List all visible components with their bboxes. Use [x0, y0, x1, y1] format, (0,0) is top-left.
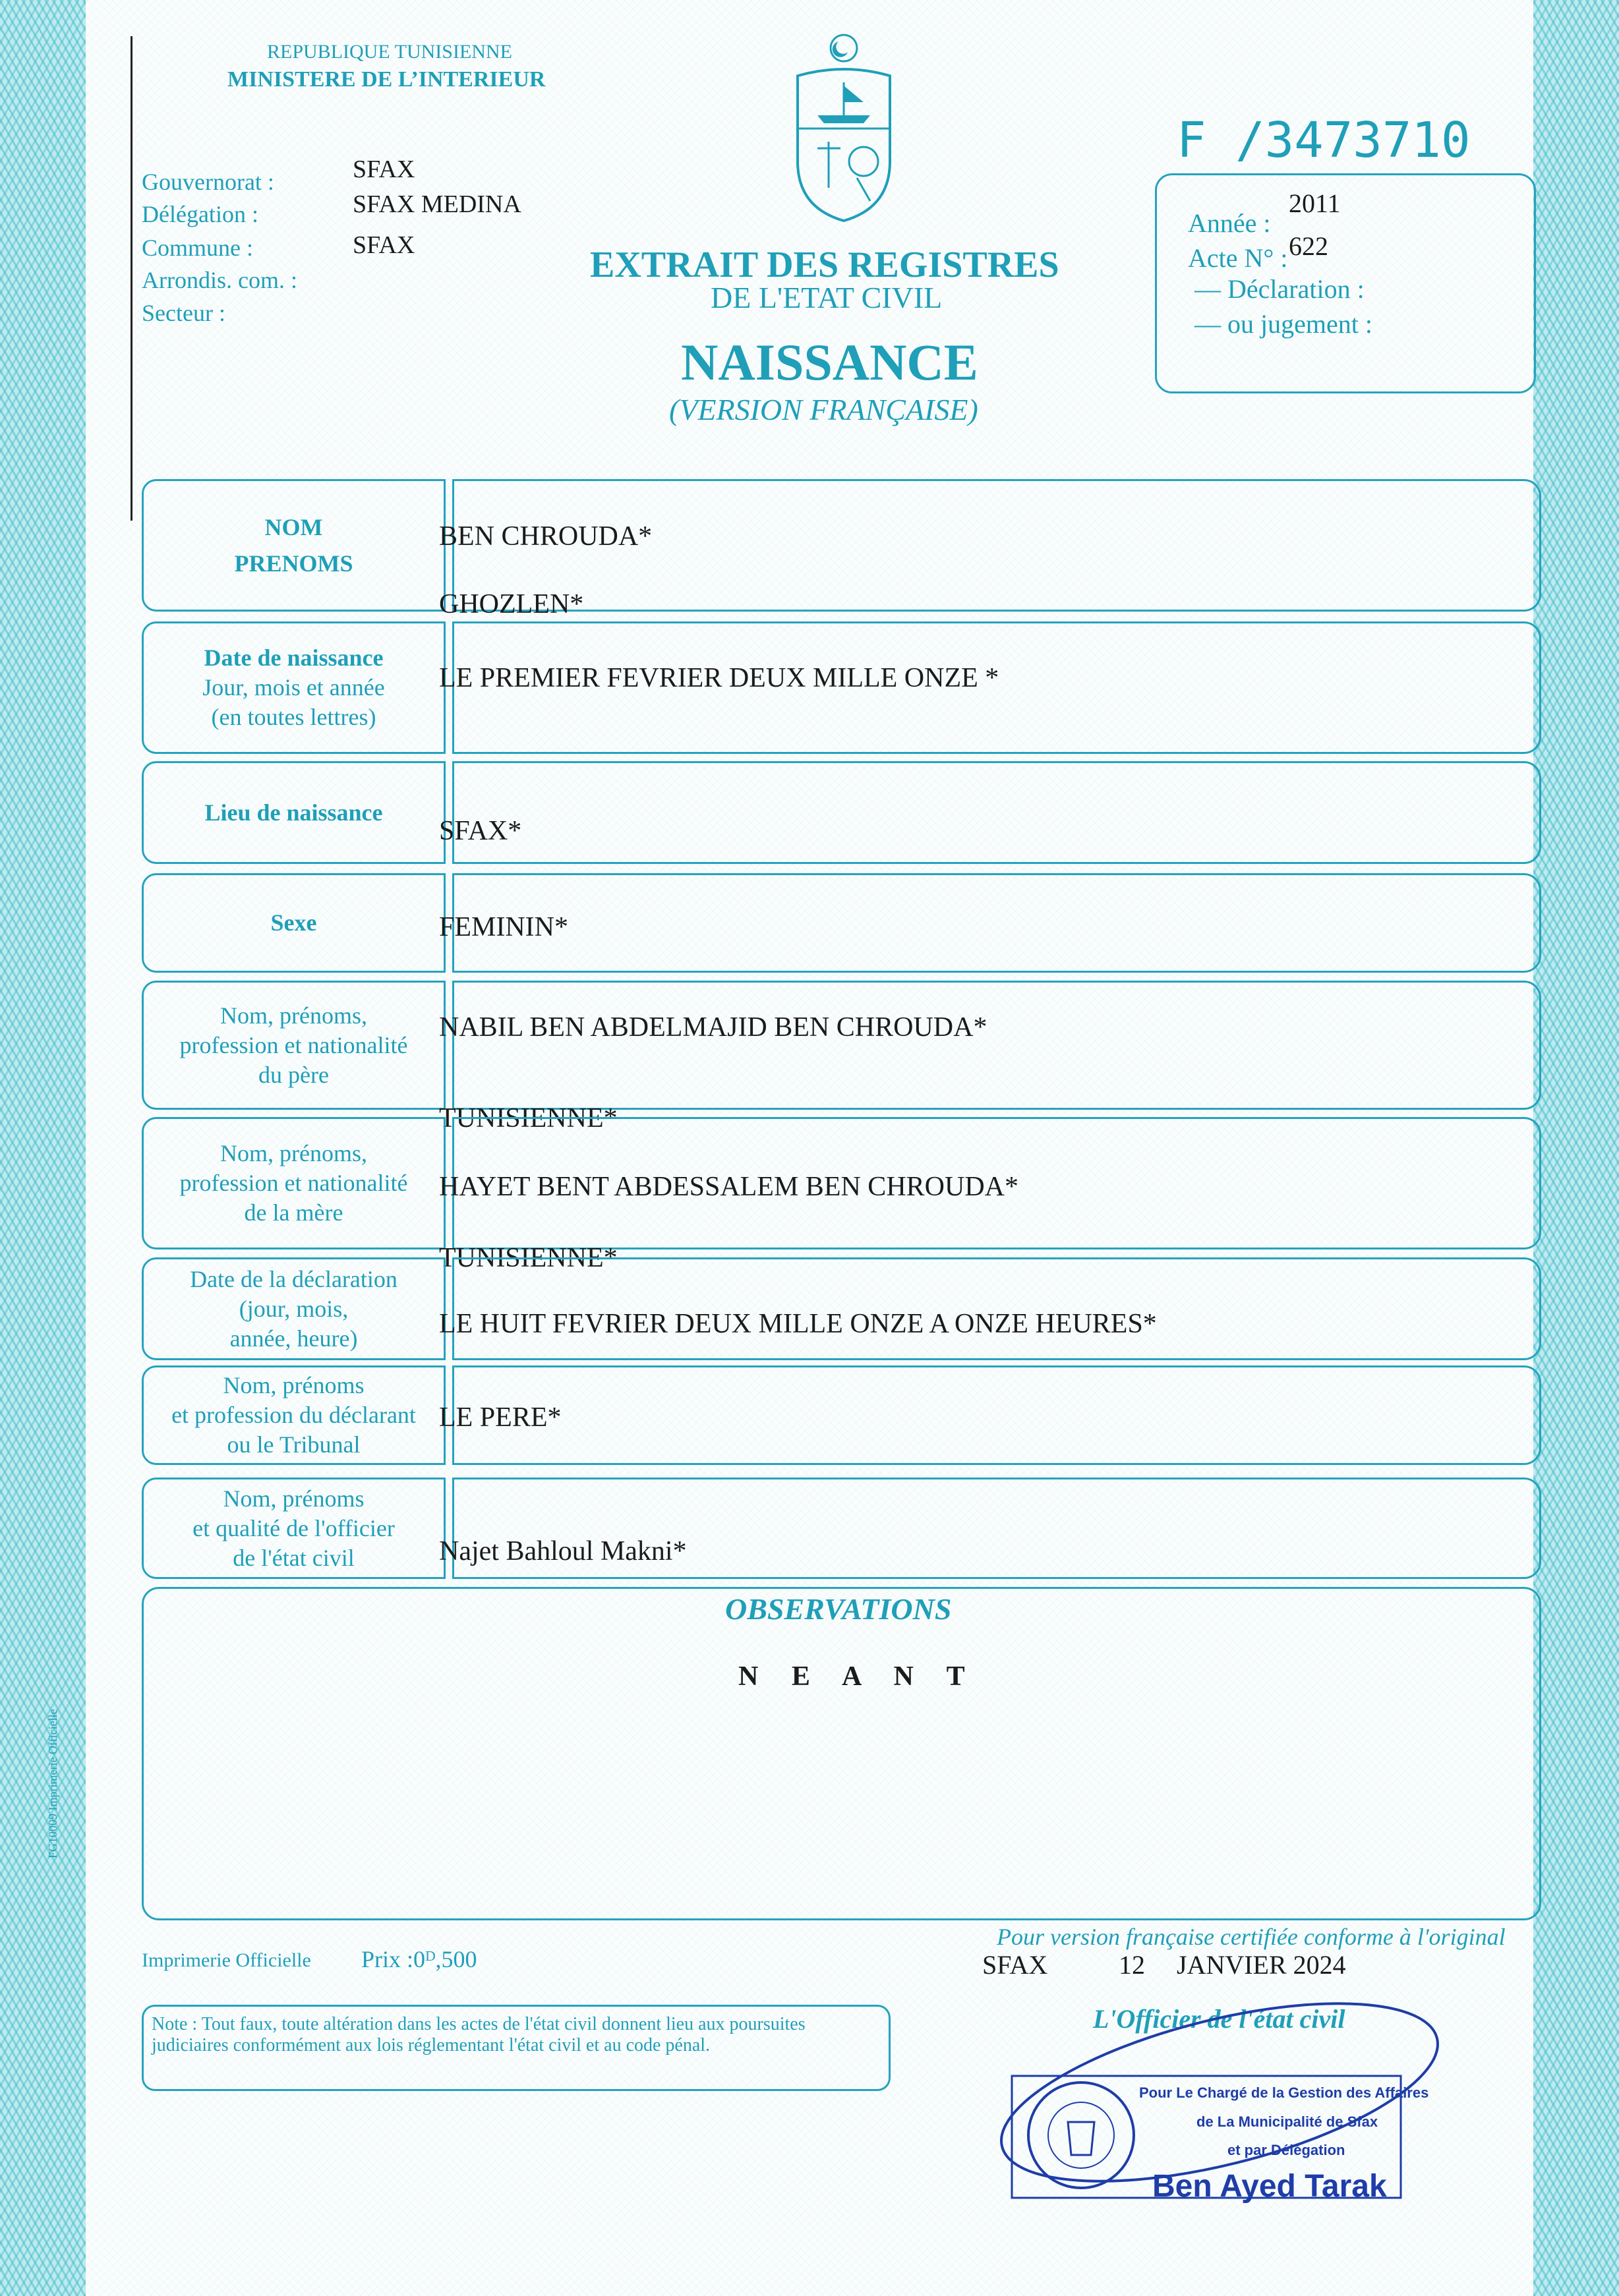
declaration-date-value: LE HUIT FEVRIER DEUX MILLE ONZE A ONZE HEURES* — [439, 1309, 1157, 1339]
sexe-value: FEMININ* — [439, 912, 568, 942]
pere-name-value: NABIL BEN ABDELMAJID BEN CHROUDA* — [439, 1012, 987, 1043]
title-line2: DE L'ETAT CIVIL — [711, 281, 943, 314]
ministry-label: MINISTERE DE L’INTERIEUR — [227, 67, 546, 92]
pere-value-cell — [452, 981, 1541, 1110]
republic-label: REPUBLIQUE TUNISIENNE — [267, 41, 512, 63]
acte-label: Acte N° : — [1188, 243, 1288, 273]
lieu-label: Lieu de naissance — [204, 799, 383, 826]
commune-value: SFAX — [353, 231, 415, 259]
title-main: NAISSANCE — [681, 333, 978, 391]
pere-nationality-value: TUNISIENNE* — [439, 1103, 618, 1134]
lieu-value: SFAX* — [439, 816, 522, 846]
price-label: Prix :0ᴰ,500 — [361, 1946, 477, 1972]
title-version: (VERSION FRANÇAISE) — [669, 393, 978, 426]
declarant-value-cell — [452, 1365, 1541, 1465]
nom-label-cell — [142, 479, 446, 612]
date-naissance-sublabel: Jour, mois et année — [202, 674, 385, 701]
stamp-line1: Pour Le Chargé de la Gestion des Affaires — [1139, 2084, 1429, 2101]
nom-label: NOM — [264, 513, 323, 540]
officier-label1: Nom, prénoms — [223, 1485, 365, 1512]
security-border-left — [0, 0, 86, 2296]
pere-label2: profession et nationalité — [179, 1031, 408, 1058]
officer-title: L'Officier de l'état civil — [1093, 2004, 1345, 2034]
mere-label-cell — [142, 1117, 446, 1249]
declaration-date-label-cell — [142, 1257, 446, 1360]
prenoms-label: PRENOMS — [234, 550, 353, 577]
declarant-value: LE PERE* — [439, 1402, 562, 1433]
pere-label-cell — [142, 981, 446, 1110]
header-rule — [131, 36, 132, 521]
mere-label3: de la mère — [244, 1199, 343, 1226]
lieu-value-cell — [452, 761, 1541, 864]
mere-label2: profession et nationalité — [179, 1170, 408, 1196]
gouvernorat-label: Gouvernorat : — [142, 169, 274, 195]
delegation-label: Délégation : — [142, 201, 258, 227]
declarant-label-cell — [142, 1365, 446, 1465]
date-naissance-label: Date de naissance — [204, 645, 384, 671]
declaration-date-label1: Date de la déclaration — [190, 1265, 397, 1292]
annee-value: 2011 — [1289, 188, 1341, 218]
prenoms-value: GHOZLEN* — [439, 589, 584, 619]
secteur-label: Secteur : — [142, 300, 225, 326]
lieu-label-cell — [142, 761, 446, 864]
mere-label1: Nom, prénoms, — [220, 1140, 367, 1166]
annee-label: Année : — [1188, 208, 1271, 238]
nom-value: BEN CHROUDA* — [439, 521, 653, 552]
jugement-label: — ou jugement : — [1194, 309, 1372, 339]
date-naissance-sublabel2: (en toutes lettres) — [211, 704, 376, 730]
acte-value: 622 — [1289, 231, 1328, 261]
place-value: SFAX — [982, 1950, 1048, 1980]
mere-name-value: HAYET BENT ABDESSALEM BEN CHROUDA* — [439, 1172, 1018, 1202]
sexe-label: Sexe — [270, 909, 317, 936]
imprimerie-label: Imprimerie Officielle — [142, 1949, 311, 1971]
pere-label1: Nom, prénoms, — [220, 1002, 367, 1029]
stamp-name: Ben Ayed Tarak — [1152, 2169, 1387, 2204]
commune-label: Commune : — [142, 235, 253, 261]
sexe-value-cell — [452, 873, 1541, 973]
security-border-right — [1533, 0, 1619, 2296]
declaration-label: — Déclaration : — [1194, 274, 1365, 304]
officier-label-cell — [142, 1478, 446, 1579]
date-naissance-value: LE PREMIER FEVRIER DEUX MILLE ONZE * — [439, 663, 999, 693]
title-line1: EXTRAIT DES REGISTRES — [590, 244, 1059, 285]
officier-value: Najet Bahloul Makni* — [439, 1536, 687, 1566]
arrondis-label: Arrondis. com. : — [142, 267, 297, 293]
note-text: Note : Tout faux, toute altération dans les actes de l'état civil donnent lieu aux poursuites judiciaires conformément aux lois réglementant l'état civil et au code pénal. — [152, 2014, 806, 2056]
day-value: 12 — [1119, 1950, 1145, 1980]
coat-of-arms-icon — [778, 30, 910, 227]
serial-number: F /3473710 — [1177, 112, 1471, 169]
observations-box — [142, 1587, 1541, 1920]
declarant-label2: et profession du déclarant — [171, 1402, 416, 1428]
pere-label3: du père — [258, 1061, 329, 1088]
delegation-value: SFAX MEDINA — [353, 190, 521, 218]
declaration-date-label2: (jour, mois, — [239, 1295, 349, 1322]
certified-conforme: Pour version française certifiée conforme à l'original — [997, 1924, 1506, 1950]
mere-nationality-value: TUNISIENNE* — [439, 1243, 618, 1273]
declarant-label1: Nom, prénoms — [223, 1372, 365, 1398]
gouvernorat-value: SFAX — [353, 156, 415, 183]
stamp-line2: de La Municipalité de Sfax — [1196, 2113, 1378, 2130]
officier-label2: et qualité de l'officier — [192, 1514, 395, 1541]
observations-title: OBSERVATIONS — [725, 1592, 952, 1626]
declarant-label3: ou le Tribunal — [227, 1431, 361, 1458]
sexe-label-cell — [142, 873, 446, 973]
officier-label3: de l'état civil — [233, 1544, 355, 1571]
side-print-code: FG10009 Imprimerie Officielle — [46, 1709, 59, 1858]
observations-value: N E A N T — [738, 1661, 978, 1692]
stamp-line3: et par Délégation — [1227, 2142, 1345, 2158]
month-year-value: JANVIER 2024 — [1177, 1950, 1346, 1980]
date-naissance-label-cell — [142, 621, 446, 754]
declaration-date-label3: année, heure) — [229, 1325, 358, 1352]
